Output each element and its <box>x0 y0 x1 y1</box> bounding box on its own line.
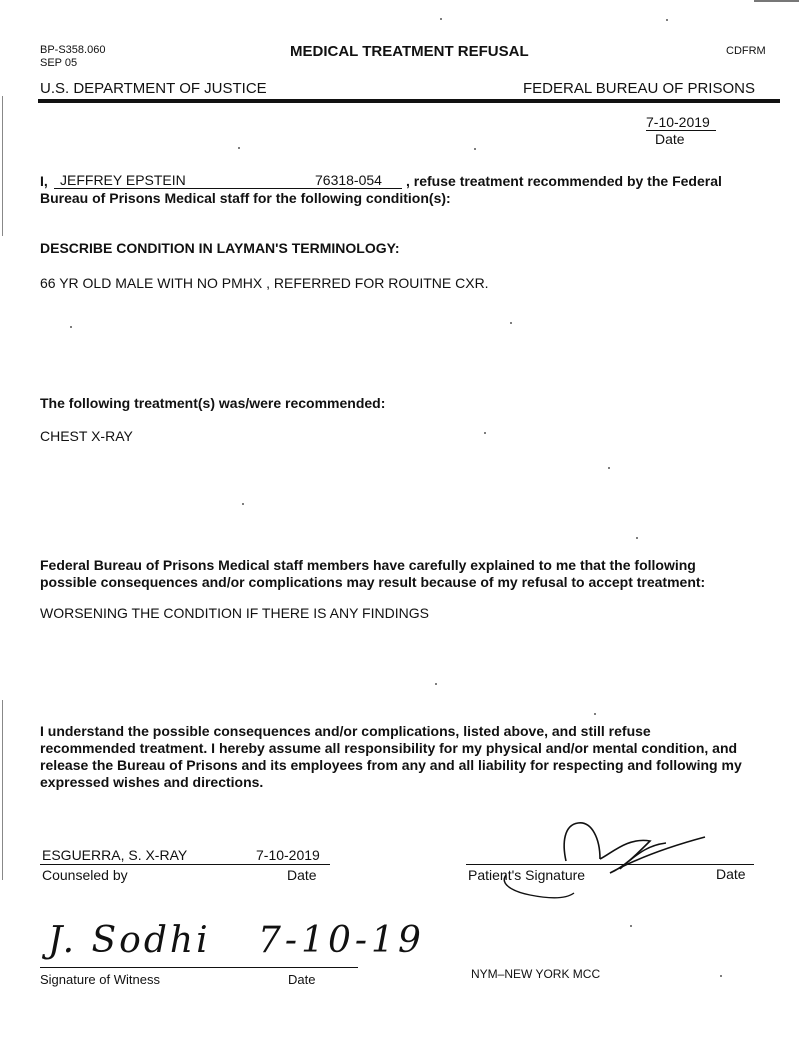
scan-speck <box>608 467 610 469</box>
form-revision-date: SEP 05 <box>40 57 78 69</box>
inmate-name: JEFFREY EPSTEIN <box>60 172 186 188</box>
patient-signature-mark <box>500 815 720 905</box>
scan-speck <box>70 326 72 328</box>
condition-description: 66 YR OLD MALE WITH NO PMHX , REFERRED FOR ROUITNE CXR. <box>40 275 489 291</box>
counselor-label: Counseled by <box>42 867 128 883</box>
scan-speck <box>440 18 442 20</box>
scan-speck <box>242 503 244 505</box>
register-number: 76318-054 <box>315 172 382 188</box>
consequences-heading-line-2: possible consequences and/or complications may result because of my refusal to accept treatment: <box>40 574 706 590</box>
scan-speck <box>594 713 596 715</box>
acknowledgement-line-1: I understand the possible consequences and/or complications, listed above, and still refuse <box>40 723 651 739</box>
consequences-heading-line-1: Federal Bureau of Prisons Medical staff members have carefully explained to me that the following <box>40 557 696 573</box>
scan-speck <box>238 147 240 149</box>
scan-edge-mark <box>2 96 3 236</box>
patient-signature-line <box>466 864 754 865</box>
treatment-value: CHEST X-RAY <box>40 428 133 444</box>
statement-text: , refuse treatment recommended by the Federal <box>406 173 722 189</box>
acknowledgement-line-4: expressed wishes and directions. <box>40 774 264 790</box>
scan-edge-mark <box>754 0 799 2</box>
witness-label: Signature of Witness <box>40 972 160 987</box>
scan-speck <box>474 148 476 150</box>
form-number: BP-S358.060 <box>40 44 106 56</box>
treatment-heading: The following treatment(s) was/were recommended: <box>40 395 386 411</box>
form-code: CDFRM <box>726 45 766 57</box>
header-rule <box>38 99 780 103</box>
scan-speck <box>636 537 638 539</box>
counselor-date-label: Date <box>287 867 317 883</box>
statement-prefix: I, <box>40 173 48 189</box>
patient-date-label: Date <box>716 866 746 882</box>
acknowledgement-line-3: release the Bureau of Prisons and its employees from any and all liability for respecting and following my <box>40 757 742 773</box>
form-date-label: Date <box>655 131 685 147</box>
facility-name: NYM–NEW YORK MCC <box>471 967 601 981</box>
scan-speck <box>510 322 512 324</box>
scan-speck <box>484 432 486 434</box>
condition-heading: DESCRIBE CONDITION IN LAYMAN'S TERMINOLOGY: <box>40 240 400 256</box>
consequences-value: WORSENING THE CONDITION IF THERE IS ANY FINDINGS <box>40 605 429 621</box>
bureau-name: FEDERAL BUREAU OF PRISONS <box>523 80 755 97</box>
scan-speck <box>435 683 437 685</box>
department-name: U.S. DEPARTMENT OF JUSTICE <box>40 80 267 97</box>
counselor-signature-line <box>40 864 330 865</box>
scan-speck <box>720 975 722 977</box>
patient-signature-label: Patient's Signature <box>468 867 586 883</box>
form-title: MEDICAL TREATMENT REFUSAL <box>290 43 529 60</box>
acknowledgement-line-2: recommended treatment. I hereby assume all responsibility for my physical and/or mental condition, and <box>40 740 738 756</box>
witness-signature-line <box>40 967 358 968</box>
statement-line-2: Bureau of Prisons Medical staff for the following condition(s): <box>40 190 451 206</box>
counselor-date: 7-10-2019 <box>256 847 320 863</box>
scan-speck <box>630 925 632 927</box>
witness-signature: J. Sodhi <box>48 920 211 961</box>
witness-date: 7-10-19 <box>258 920 425 961</box>
scan-speck <box>666 19 668 21</box>
name-underline <box>54 188 402 189</box>
counselor-name: ESGUERRA, S. X-RAY <box>42 847 188 863</box>
scan-edge-mark <box>2 700 3 880</box>
witness-date-label: Date <box>288 972 316 987</box>
form-date: 7-10-2019 <box>646 114 716 131</box>
